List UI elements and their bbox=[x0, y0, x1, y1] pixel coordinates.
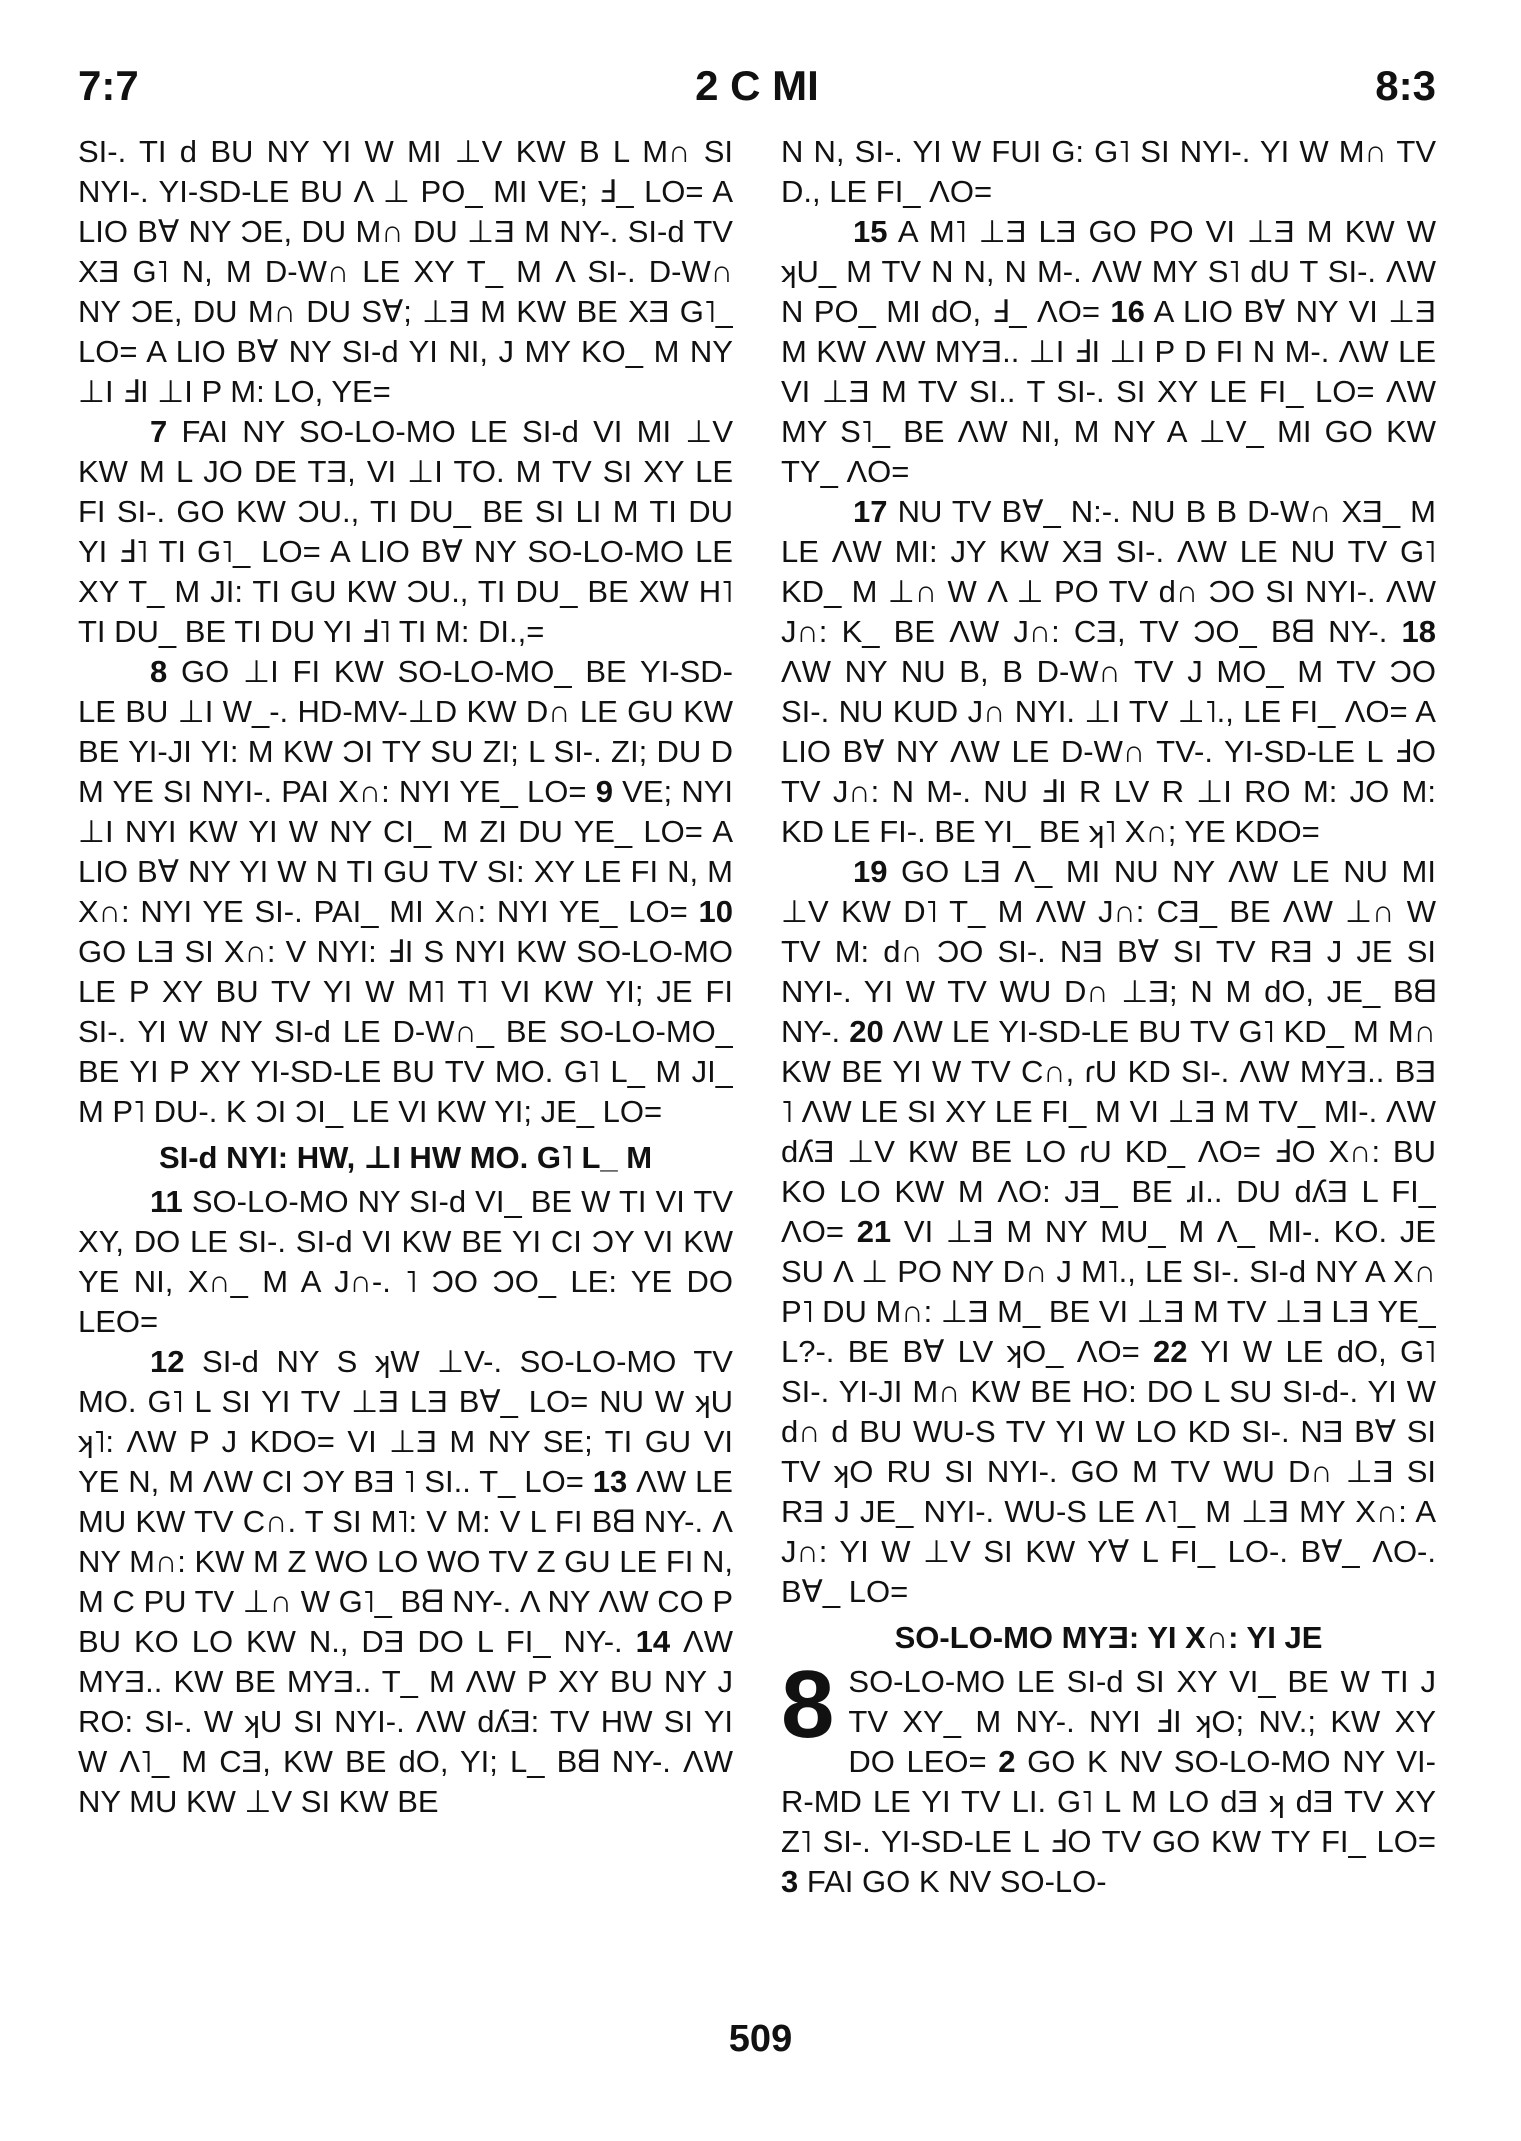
chapter-verse-end: 8:3 bbox=[1375, 62, 1436, 109]
verse-paragraph bbox=[78, 1182, 733, 1342]
verse-text: VE; NYI ⊥I NYI KW YI W NY CI_ M ZI DU YE_ LO= A LIO B∀ NY YI W N TI GU TV SI: XY LE FI N, M X∩: NYI YE SI-. PAI_ MI X∩: NYI YE_ LO= bbox=[78, 774, 733, 929]
verse-text: GO LƎ Λ_ MI NU NY ΛW LE NU MI ⊥V KW D˥ T_ M ΛW J∩: CƎ_ BE ΛW ⊥∩ W TV M: d∩ ƆO SI-. NƎ B∀ SI TV RƎ J JE SI NYI-. YI W TV WU D∩ ⊥Ǝ; N M dO, JE_ Bᗺ NY-. bbox=[781, 854, 1436, 1049]
section-heading: SO-LO-MO MYƎ: YI X∩: YI JE bbox=[894, 1620, 1323, 1655]
verse-number: 14 bbox=[635, 1624, 671, 1659]
verse-text: N N, SI-. YI W FUI G: G˥ SI NYI-. YI W M∩ TV D., LE FI_ ΛO= bbox=[781, 134, 1436, 209]
verse-number: 13 bbox=[592, 1464, 628, 1499]
chapter-verse-start: 7:7 bbox=[78, 62, 139, 109]
verse-number: 3 bbox=[781, 1864, 799, 1899]
verse-text: NU TV B∀_ N:-. NU B B D-W∩ XƎ_ M LE ΛW MI: JY KW XƎ SI-. ΛW LE NU TV G˥ KD_ M ⊥∩ W Λ ⊥ PO TV d∩ ƆO SI NYI-. ΛW J∩: K_ BE ΛW J∩: CƎ, TV ƆO_ Bᗺ NY-. bbox=[781, 494, 1436, 649]
verse-text: GO LƎ SI X∩: V NYI: ℲI S NYI KW SO-LO-MO LE P XY BU TV YI W M˥ T˥ VI KW YI; JE FI SI-. YI W NY SI-d LE D-W∩_ BE SO-LO-MO_ BE YI P XY YI-SD-LE BU TV MO. G˥ L_ M JI_ M P˥ DU-. K ƆI ƆI_ LE VI KW YI; JE_ LO= bbox=[78, 934, 733, 1129]
right-column bbox=[781, 132, 1436, 1992]
verse-number: 16 bbox=[1110, 294, 1145, 329]
verse-text: FAI NY SO-LO-MO LE SI-d VI MI ⊥V KW M L JO DE TƎ, VI ⊥I TO. M TV SI XY LE FI SI-. GO KW ƆU., TI DU_ BE SI LI M TI DU YI Ⅎ˥ TI G˥_ LO= A LIO B∀ NY SO-LO-MO LE XY T_ M JI: TI GU KW ƆU., TI DU_ BE XW H˥ TI DU_ BE TI DU YI Ⅎ˥ TI M: DI.,= bbox=[78, 414, 733, 649]
verse-text: ΛW MYƎ.. KW BE MYƎ.. T_ M ΛW P XY BU NY J RO: SI-. W ʞU SI NYI-. ΛW dʎƎ: TV HW SI YI W Λ˥_ M CƎ, KW BE dO, YI; L_ Bᗺ NY-. ΛW NY MU KW ⊥V SI KW BE bbox=[78, 1624, 733, 1819]
verse-paragraph bbox=[781, 212, 1436, 492]
page-number: 509 bbox=[728, 2018, 793, 2060]
verse-number: 2 bbox=[998, 1744, 1016, 1779]
verse-paragraph bbox=[781, 132, 1436, 212]
verse-number: 12 bbox=[150, 1344, 185, 1379]
verse-number: 11 bbox=[150, 1184, 183, 1219]
verse-text: SI-. TI d BU NY YI W MI ⊥V KW B L M∩ SI NYI-. YI-SD-LE BU Λ ⊥ PO_ MI VE; Ⅎ_ LO= A LIO B∀ NY ƆE, DU M∩ DU ⊥Ǝ M NY-. SI-d TV XƎ G˥ N, M D-W∩ LE XY T_ M Λ SI-. D-W∩ NY ƆE, DU M∩ DU S∀; ⊥Ǝ M KW BE XƎ G˥_ LO= A LIO B∀ NY SI-d YI NI, J MY KO_ M NY ⊥I ℲI ⊥I P M: LO, YE= bbox=[78, 134, 733, 409]
verse-paragraph bbox=[78, 652, 733, 1132]
left-column bbox=[78, 132, 733, 1992]
verse-number: 10 bbox=[698, 894, 733, 929]
verse-text: SO-LO-MO NY SI-d VI_ BE W TI VI TV XY, DO LE SI-. SI-d VI KW BE YI CI ƆY VI KW YE NI, X∩_ M A J∩-. ˥ ƆO ƆO_ LE: YE DO LEO= bbox=[78, 1184, 733, 1339]
verse-number: 7 bbox=[150, 414, 168, 449]
book-title: 2 C MI bbox=[695, 62, 819, 109]
chapter-paragraph bbox=[781, 1651, 1436, 1902]
verse-paragraph bbox=[78, 412, 733, 652]
verse-paragraph bbox=[781, 492, 1436, 852]
verse-text: A M˥ ⊥Ǝ LƎ GO PO VI ⊥Ǝ M KW W ʞU_ M TV N N, N M-. ΛW MY S˥ dU T SI-. ΛW N PO_ MI dO, Ⅎ_ ΛO= bbox=[781, 214, 1436, 329]
verse-number: 8 bbox=[150, 654, 168, 689]
verse-text: ΛW LE MU KW TV C∩. T SI M˥: V M: V L FI Bᗺ NY-. Λ NY M∩: KW M Z WO LO WO TV Z GU LE FI N, M C PU TV ⊥∩ W G˥_ Bᗺ NY-. Λ NY ΛW CO P BU KO LO KW N., DƎ DO L FI_ NY-. bbox=[78, 1464, 733, 1659]
verse-text: ΛW LE YI-SD-LE BU TV G˥ KD_ M M∩ KW BE YI W TV C∩, ɾU KD SI-. ΛW MYƎ.. BƎ ˥ ΛW LE SI XY LE FI_ M VI ⊥Ǝ M TV_ MI-. ΛW dʎƎ ⊥V KW BE LO ɾU KD_ ΛO= ℲO X∩: BU KO LO KW M ΛO: JƎ_ BE ɹI.. DU dʎƎ L FI_ ΛO= bbox=[781, 1014, 1436, 1249]
verse-text: GO ⊥I FI KW SO-LO-MO_ BE YI-SD-LE BU ⊥I W_-. HD-MV-⊥D KW D∩ LE GU KW BE YI-JI YI: M KW ƆI TY SU ZI; L SI-. ZI; DU D M YE SI NYI-. PAI X∩: NYI YE_ LO= bbox=[78, 654, 733, 809]
verse-text: VI ⊥Ǝ M NY MU_ M Λ_ MI-. KO. JE SU Λ ⊥ PO NY D∩ J M˥., LE SI-. SI-d NY A X∩ P˥ DU M∩: ⊥Ǝ M_ BE VI ⊥Ǝ M TV ⊥Ǝ LƎ YE_ L?-. BE B∀ LV ʞO_ ΛO= bbox=[781, 1214, 1436, 1369]
verse-text: A LIO B∀ NY VI ⊥Ǝ M KW ΛW MYƎ.. ⊥I ℲI ⊥I P D FI N M-. ΛW LE VI ⊥Ǝ M TV SI.. T SI-. SI XY LE FI_ LO= ΛW MY S˥_ BE ΛW NI, M NY A ⊥V_ MI GO KW TY_ ΛO= bbox=[781, 294, 1436, 489]
verse-number: 19 bbox=[853, 854, 888, 889]
verse-number: 18 bbox=[1401, 614, 1436, 649]
verse-number: 9 bbox=[595, 774, 613, 809]
verse-paragraph bbox=[78, 1342, 733, 1822]
verse-text: GO K NV SO-LO-MO NY VI-R-MD LE YI TV LI. G˥ L M LO dƎ ʞ dƎ TV XY Z˥ SI-. YI-SD-LE L ℲO TV GO KW TY FI_ LO= bbox=[781, 1744, 1436, 1859]
verse-text: SI-d NY S ʞW ⊥V-. SO-LO-MO TV MO. G˥ L SI YI TV ⊥Ǝ LƎ B∀_ LO= NU W ʞU ʞ˥: ΛW P J KDO= VI ⊥Ǝ M NY SE; TI GU VI YE N, M ΛW CI ƆY BƎ ˥ SI.. T_ LO= bbox=[78, 1344, 733, 1499]
verse-text: YI W LE dO, G˥ SI-. YI-JI M∩ KW BE HO: DO L SU SI-d-. YI W d∩ d BU WU-S TV YI W LO KD SI-. NƎ B∀ SI TV ʞO RU SI NYI-. GO M TV WU D∩ ⊥Ǝ SI RƎ J JE_ NYI-. WU-S LE Λ˥_ M ⊥Ǝ MY X∩: A J∩: YI W ⊥V SI KW Y∀ L FI_ LO-. B∀_ ΛO-. B∀_ LO= bbox=[781, 1334, 1436, 1609]
verse-number: 22 bbox=[1153, 1334, 1188, 1369]
chapter-number: 8 bbox=[781, 1651, 835, 1758]
verse-number: 20 bbox=[849, 1014, 884, 1049]
verse-number: 15 bbox=[853, 214, 888, 249]
page-header bbox=[78, 56, 1436, 116]
verse-text: FAI GO K NV SO-LO- bbox=[798, 1864, 1107, 1899]
verse-paragraph bbox=[781, 852, 1436, 1612]
verse-text: ΛW NY NU B, B D-W∩ TV J MO_ M TV ƆO SI-. NU KUD J∩ NYI. ⊥I TV ⊥˥., LE FI_ ΛO= A LIO B∀ NY ΛW LE D-W∩ TV-. YI-SD-LE L ℲO TV J∩: N M-. NU ℲI R LV R ⊥I RO M: JO M: KD LE FI-. BE YI_ BE ʞ˥ X∩; YE KDO= bbox=[781, 654, 1436, 849]
verse-text: SO-LO-MO LE SI-d SI XY VI_ BE W TI J TV XY_ M NY-. NYI ℲI ʞO; NV.; KW XY DO LEO= bbox=[848, 1664, 1436, 1779]
verse-number: 21 bbox=[856, 1214, 892, 1249]
section-heading: SI-d NYI: HW, ⊥I HW MO. G˥ L_ M bbox=[158, 1140, 653, 1175]
verse-number: 17 bbox=[853, 494, 888, 529]
verse-paragraph bbox=[78, 132, 733, 412]
